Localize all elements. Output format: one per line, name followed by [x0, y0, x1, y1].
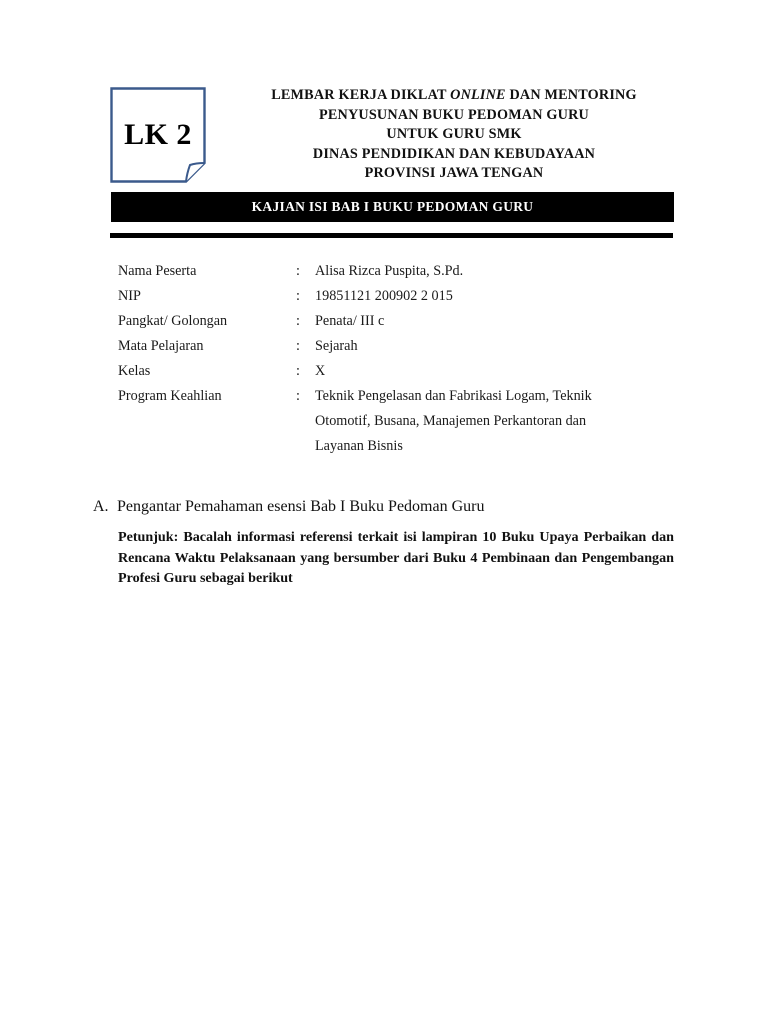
header-line-2: PENYUSUNAN BUKU PEDOMAN GURU: [318, 106, 590, 123]
identity-row-program: Program Keahlian : Teknik Pengelasan dan Fabrikasi Logam, Teknik: [118, 388, 592, 404]
section-a-heading: [93, 498, 484, 516]
divider-rule: [110, 233, 673, 238]
section-number: A.: [93, 498, 109, 515]
section-banner: [111, 192, 674, 222]
identity-row-pangkat: Pangkat/ Golongan : Penata/ III c: [118, 313, 385, 329]
identity-row-program-cont-1: Otomotif, Busana, Manajemen Perkantoran dan: [315, 413, 587, 429]
identity-table: [118, 259, 678, 459]
identity-row-nip: NIP : 19851121 200902 2 015: [118, 288, 453, 304]
header-line-3: UNTUK GURU SMK: [386, 126, 522, 143]
header-line-5: PROVINSI JAWA TENGAN: [364, 165, 544, 182]
lk-badge-label: LK 2: [124, 118, 192, 151]
document-header: [232, 86, 676, 184]
identity-row-kelas: Kelas : X: [118, 363, 326, 379]
identity-row-program-cont-2: Layanan Bisnis: [315, 438, 403, 454]
header-line-4: DINAS PENDIDIKAN DAN KEBUDAYAAN: [312, 145, 596, 162]
instruction-paragraph: Petunjuk: Bacalah informasi referensi terkait isi lampiran 10 Buku Upaya Perbaikan dan Rencana Waktu Pelaksanaan yang bersumber dari Buku 4 Pembinaan dan Pengembangan Profesi Guru sebagai berikut: [118, 529, 674, 586]
section-title: Pengantar Pemahaman esensi Bab I Buku Pedoman Guru: [117, 498, 485, 515]
header-line-1: LEMBAR KERJA DIKLAT ONLINE DAN MENTORING: [271, 87, 637, 103]
identity-row-mapel: Mata Pelajaran : Sejarah: [118, 338, 358, 354]
lk-badge: [110, 87, 210, 183]
identity-row-nama: Nama Peserta : Alisa Rizca Puspita, S.Pd.: [118, 263, 464, 279]
banner-title: KAJIAN ISI BAB I BUKU PEDOMAN GURU: [251, 199, 534, 214]
